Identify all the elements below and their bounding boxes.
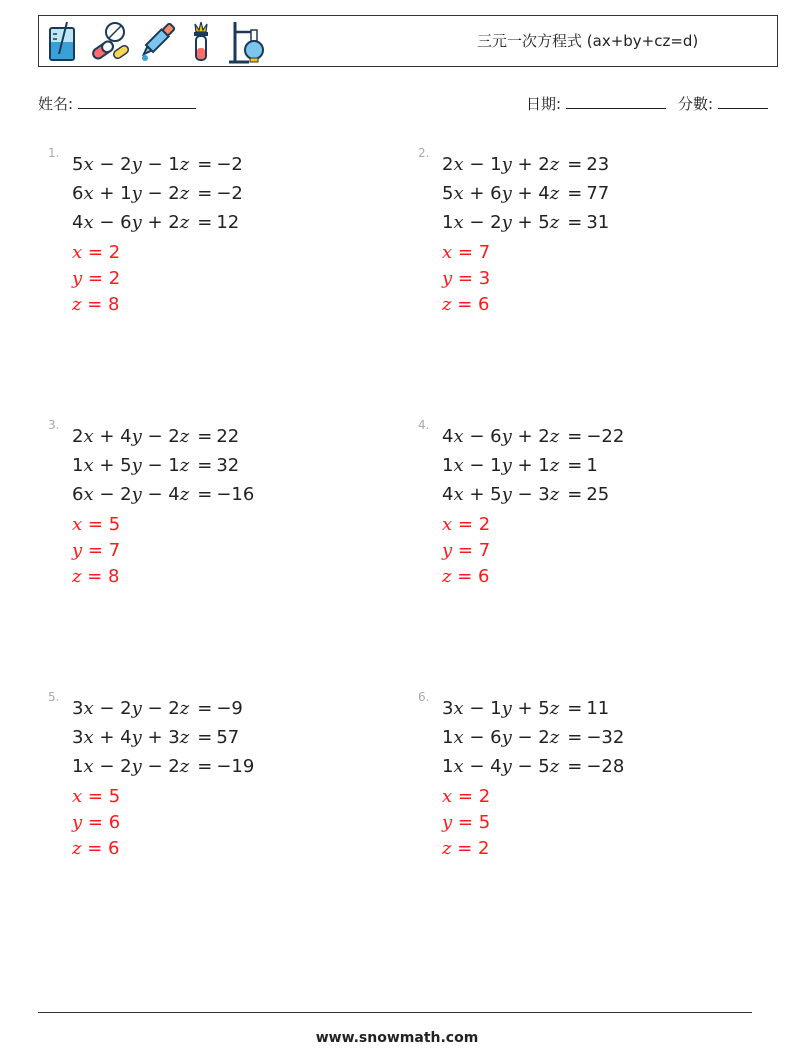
coefficient: + 1 bbox=[93, 183, 132, 204]
problem-6 bbox=[418, 690, 748, 910]
coefficient: − 2 bbox=[93, 484, 132, 505]
equation-row bbox=[442, 723, 624, 752]
variable: y bbox=[131, 727, 142, 748]
equals-sign: = bbox=[567, 426, 583, 447]
variable: y bbox=[131, 212, 142, 233]
variable: y bbox=[131, 183, 142, 204]
coefficient: − 2 bbox=[93, 756, 132, 777]
equation-row bbox=[72, 150, 243, 179]
answer-value: 6 bbox=[478, 294, 490, 315]
answer-x bbox=[72, 240, 120, 266]
score-blank[interactable] bbox=[718, 94, 768, 109]
variable: x bbox=[83, 183, 94, 204]
answer-z bbox=[72, 836, 120, 862]
variable: y bbox=[501, 727, 512, 748]
pills-icon bbox=[89, 20, 129, 64]
equals-sign: = bbox=[197, 426, 213, 447]
coefficient: 1 bbox=[442, 756, 454, 777]
problem-number: 6. bbox=[418, 690, 430, 704]
equation-lhs bbox=[442, 451, 563, 480]
equals-sign: = bbox=[567, 727, 583, 748]
variable: x bbox=[453, 698, 464, 719]
variable: y bbox=[501, 154, 512, 175]
equation-row bbox=[72, 451, 254, 480]
coefficient: 5 bbox=[442, 183, 454, 204]
answer-y bbox=[442, 810, 490, 836]
coefficient: + 5 bbox=[463, 484, 502, 505]
variable: x bbox=[453, 154, 464, 175]
equals-sign: = bbox=[567, 698, 583, 719]
answer-variable: y bbox=[442, 268, 453, 289]
coefficient: − 2 bbox=[93, 698, 132, 719]
variable: z bbox=[179, 698, 190, 719]
equation-rhs: 57 bbox=[216, 727, 240, 748]
equation-lhs bbox=[72, 480, 193, 509]
coefficient: 6 bbox=[72, 183, 84, 204]
equals-sign: = bbox=[567, 183, 583, 204]
coefficient: + 4 bbox=[93, 426, 132, 447]
coefficient: 3 bbox=[72, 698, 84, 719]
answer-z bbox=[72, 564, 120, 590]
equation-lhs bbox=[442, 150, 563, 179]
equals-sign: = bbox=[567, 212, 583, 233]
answer-y bbox=[72, 810, 120, 836]
coefficient: − 2 bbox=[511, 727, 550, 748]
equation-rhs: 77 bbox=[586, 183, 610, 204]
answer-x bbox=[442, 240, 490, 266]
coefficient: − 2 bbox=[463, 212, 502, 233]
equals-sign: = bbox=[197, 698, 213, 719]
equation-rhs: 32 bbox=[216, 455, 240, 476]
equation-lhs bbox=[442, 480, 563, 509]
answer-equals: = bbox=[452, 514, 479, 535]
equation-system bbox=[72, 422, 254, 509]
answer-variable: x bbox=[72, 242, 83, 263]
coefficient: + 2 bbox=[511, 154, 550, 175]
variable: y bbox=[501, 484, 512, 505]
variable: y bbox=[501, 183, 512, 204]
variable: x bbox=[453, 484, 464, 505]
answer-x bbox=[72, 512, 120, 538]
coefficient: 6 bbox=[72, 484, 84, 505]
variable: z bbox=[549, 455, 560, 476]
date-field bbox=[526, 93, 666, 114]
coefficient: − 5 bbox=[511, 756, 550, 777]
coefficient: − 1 bbox=[463, 698, 502, 719]
coefficient: − 2 bbox=[141, 698, 180, 719]
score-field bbox=[678, 93, 768, 114]
variable: y bbox=[131, 455, 142, 476]
variable: x bbox=[83, 426, 94, 447]
variable: x bbox=[453, 212, 464, 233]
answer-equals: = bbox=[82, 786, 109, 807]
beaker-icon bbox=[47, 20, 79, 64]
answer-x bbox=[442, 784, 490, 810]
answer-x bbox=[72, 784, 120, 810]
coefficient: + 1 bbox=[511, 455, 550, 476]
answer-value: 2 bbox=[108, 268, 121, 289]
date-blank[interactable] bbox=[566, 94, 666, 109]
coefficient: + 5 bbox=[511, 212, 550, 233]
equation-row bbox=[72, 694, 254, 723]
answer-variable: y bbox=[442, 812, 453, 833]
variable: y bbox=[501, 698, 512, 719]
answer-variable: y bbox=[72, 812, 83, 833]
name-label: 姓名: bbox=[38, 95, 74, 113]
coefficient: 1 bbox=[442, 212, 454, 233]
coefficient: + 5 bbox=[93, 455, 132, 476]
worksheet-title: 三元一次方程式 (ax+by+cz=d) bbox=[477, 32, 699, 50]
answer-x bbox=[442, 512, 490, 538]
answer-z bbox=[442, 836, 490, 862]
answer-variable: z bbox=[442, 566, 452, 587]
flask-stand-icon bbox=[227, 20, 267, 64]
answer-value: 5 bbox=[478, 812, 491, 833]
variable: y bbox=[131, 698, 142, 719]
equation-system bbox=[442, 422, 624, 509]
answer-variable: y bbox=[72, 268, 83, 289]
equation-rhs: 12 bbox=[216, 212, 240, 233]
equation-system bbox=[442, 694, 624, 781]
equation-rhs: 25 bbox=[586, 484, 610, 505]
name-field bbox=[38, 93, 196, 114]
equation-row bbox=[72, 480, 254, 509]
answer-z bbox=[72, 292, 120, 318]
equation-rhs: −32 bbox=[586, 727, 625, 748]
variable: y bbox=[131, 426, 142, 447]
equation-lhs bbox=[442, 208, 563, 237]
variable: z bbox=[549, 154, 560, 175]
dropper-icon bbox=[139, 20, 177, 64]
answer-variable: z bbox=[72, 294, 82, 315]
variable: x bbox=[83, 154, 94, 175]
equals-sign: = bbox=[567, 154, 583, 175]
coefficient: − 2 bbox=[141, 756, 180, 777]
equation-lhs bbox=[72, 752, 193, 781]
equation-lhs bbox=[442, 694, 563, 723]
variable: x bbox=[83, 212, 94, 233]
variable: z bbox=[549, 183, 560, 204]
answer-value: 3 bbox=[478, 268, 491, 289]
answer-value: 7 bbox=[108, 540, 121, 561]
answer-value: 6 bbox=[108, 838, 120, 859]
problem-1 bbox=[48, 146, 378, 366]
equation-rhs: 22 bbox=[216, 426, 240, 447]
equals-sign: = bbox=[197, 484, 213, 505]
coefficient: + 4 bbox=[511, 183, 550, 204]
equation-row bbox=[442, 451, 624, 480]
equation-system bbox=[72, 694, 254, 781]
variable: x bbox=[453, 455, 464, 476]
equation-row bbox=[72, 723, 254, 752]
answer-value: 2 bbox=[108, 242, 121, 263]
variable: x bbox=[83, 756, 94, 777]
problem-3 bbox=[48, 418, 378, 638]
answer-y bbox=[442, 538, 490, 564]
answer-equals: = bbox=[81, 566, 109, 587]
answer-equals: = bbox=[82, 514, 109, 535]
variable: z bbox=[179, 455, 190, 476]
equals-sign: = bbox=[197, 154, 213, 175]
answer-y bbox=[72, 266, 120, 292]
test-tube-icon bbox=[189, 20, 213, 64]
coefficient: − 2 bbox=[141, 426, 180, 447]
coefficient: − 1 bbox=[463, 154, 502, 175]
equation-lhs bbox=[72, 451, 193, 480]
score-label: 分數: bbox=[678, 95, 714, 113]
coefficient: 5 bbox=[72, 154, 84, 175]
answer-key bbox=[72, 512, 120, 590]
answer-y bbox=[442, 266, 490, 292]
answer-equals: = bbox=[451, 294, 479, 315]
worksheet-header bbox=[38, 15, 778, 67]
equals-sign: = bbox=[567, 484, 583, 505]
equals-sign: = bbox=[567, 756, 583, 777]
coefficient: 3 bbox=[72, 727, 84, 748]
coefficient: − 6 bbox=[463, 727, 502, 748]
coefficient: − 3 bbox=[511, 484, 550, 505]
answer-equals: = bbox=[452, 268, 479, 289]
equals-sign: = bbox=[567, 455, 583, 476]
equation-lhs bbox=[442, 422, 563, 451]
equation-row bbox=[72, 422, 254, 451]
footer-url: www.snowmath.com bbox=[315, 1030, 479, 1046]
answer-equals: = bbox=[451, 838, 479, 859]
answer-variable: y bbox=[442, 540, 453, 561]
coefficient: 1 bbox=[442, 727, 454, 748]
answer-variable: x bbox=[442, 514, 453, 535]
equation-rhs: −16 bbox=[216, 484, 255, 505]
answer-value: 2 bbox=[478, 786, 491, 807]
variable: z bbox=[549, 426, 560, 447]
equation-rhs: −2 bbox=[216, 183, 243, 204]
answer-equals: = bbox=[81, 838, 109, 859]
equation-rhs: 23 bbox=[586, 154, 610, 175]
equation-lhs bbox=[72, 208, 193, 237]
equation-lhs bbox=[72, 422, 193, 451]
answer-equals: = bbox=[452, 812, 479, 833]
answer-variable: z bbox=[72, 566, 82, 587]
variable: y bbox=[501, 756, 512, 777]
equation-system bbox=[442, 150, 609, 237]
variable: z bbox=[549, 727, 560, 748]
equation-rhs: −19 bbox=[216, 756, 255, 777]
variable: x bbox=[453, 183, 464, 204]
equation-row bbox=[442, 752, 624, 781]
coefficient: 2 bbox=[72, 426, 84, 447]
problem-4 bbox=[418, 418, 748, 638]
equation-lhs bbox=[442, 752, 563, 781]
variable: x bbox=[453, 756, 464, 777]
coefficient: − 1 bbox=[463, 455, 502, 476]
answer-key bbox=[72, 784, 120, 862]
answer-key bbox=[442, 512, 490, 590]
answer-equals: = bbox=[451, 566, 479, 587]
equation-rhs: −2 bbox=[216, 154, 243, 175]
equation-lhs bbox=[72, 150, 193, 179]
coefficient: − 1 bbox=[141, 455, 180, 476]
equation-row bbox=[72, 752, 254, 781]
answer-variable: z bbox=[442, 838, 452, 859]
equals-sign: = bbox=[197, 455, 213, 476]
footer-divider bbox=[38, 1012, 752, 1013]
answer-value: 6 bbox=[108, 812, 121, 833]
coefficient: − 4 bbox=[141, 484, 180, 505]
coefficient: − 4 bbox=[463, 756, 502, 777]
date-label: 日期: bbox=[526, 95, 562, 113]
answer-key bbox=[72, 240, 120, 318]
problem-number: 2. bbox=[418, 146, 430, 160]
equation-rhs: 1 bbox=[586, 455, 598, 476]
equation-row bbox=[72, 208, 243, 237]
variable: z bbox=[179, 154, 190, 175]
variable: z bbox=[549, 484, 560, 505]
variable: y bbox=[501, 426, 512, 447]
variable: z bbox=[179, 756, 190, 777]
variable: z bbox=[179, 183, 190, 204]
equation-rhs: −9 bbox=[216, 698, 243, 719]
variable: x bbox=[83, 455, 94, 476]
coefficient: 1 bbox=[442, 455, 454, 476]
equation-lhs bbox=[72, 723, 193, 752]
coefficient: 3 bbox=[442, 698, 454, 719]
equation-lhs bbox=[72, 179, 193, 208]
coefficient: 4 bbox=[442, 426, 454, 447]
answer-equals: = bbox=[82, 812, 109, 833]
variable: z bbox=[179, 484, 190, 505]
answer-value: 2 bbox=[478, 838, 490, 859]
problem-number: 4. bbox=[418, 418, 430, 432]
answer-value: 6 bbox=[478, 566, 490, 587]
equation-rhs: −22 bbox=[586, 426, 625, 447]
equation-row bbox=[442, 422, 624, 451]
coefficient: 4 bbox=[72, 212, 84, 233]
problem-number: 1. bbox=[48, 146, 60, 160]
variable: x bbox=[453, 426, 464, 447]
coefficient: + 5 bbox=[511, 698, 550, 719]
answer-variable: z bbox=[442, 294, 452, 315]
answer-equals: = bbox=[81, 294, 109, 315]
coefficient: + 2 bbox=[511, 426, 550, 447]
problem-number: 5. bbox=[48, 690, 60, 704]
coefficient: + 2 bbox=[141, 212, 180, 233]
answer-variable: z bbox=[72, 838, 82, 859]
coefficient: − 6 bbox=[93, 212, 132, 233]
equation-system bbox=[72, 150, 243, 237]
variable: z bbox=[179, 426, 190, 447]
variable: x bbox=[453, 727, 464, 748]
answer-variable: x bbox=[72, 786, 83, 807]
answer-z bbox=[442, 292, 490, 318]
answer-key bbox=[442, 240, 490, 318]
variable: z bbox=[549, 756, 560, 777]
answer-value: 5 bbox=[108, 514, 121, 535]
answer-z bbox=[442, 564, 490, 590]
problem-number: 3. bbox=[48, 418, 60, 432]
answer-y bbox=[72, 538, 120, 564]
problem-2 bbox=[418, 146, 748, 366]
coefficient: + 4 bbox=[93, 727, 132, 748]
variable: z bbox=[179, 212, 190, 233]
coefficient: − 2 bbox=[93, 154, 132, 175]
variable: z bbox=[549, 212, 560, 233]
coefficient: + 3 bbox=[141, 727, 180, 748]
answer-variable: y bbox=[72, 540, 83, 561]
variable: y bbox=[131, 484, 142, 505]
coefficient: − 6 bbox=[463, 426, 502, 447]
equation-row bbox=[72, 179, 243, 208]
coefficient: 2 bbox=[442, 154, 454, 175]
equation-rhs: 31 bbox=[586, 212, 610, 233]
answer-value: 8 bbox=[108, 566, 120, 587]
answer-value: 7 bbox=[478, 540, 491, 561]
answer-equals: = bbox=[82, 242, 109, 263]
variable: y bbox=[501, 212, 512, 233]
answer-equals: = bbox=[452, 786, 479, 807]
equation-rhs: 11 bbox=[586, 698, 610, 719]
answer-value: 8 bbox=[108, 294, 120, 315]
equation-row bbox=[442, 480, 624, 509]
answer-variable: x bbox=[442, 242, 453, 263]
coefficient: − 2 bbox=[141, 183, 180, 204]
equation-row bbox=[442, 150, 609, 179]
equation-lhs bbox=[442, 723, 563, 752]
equation-rhs: −28 bbox=[586, 756, 625, 777]
answer-equals: = bbox=[82, 540, 109, 561]
equation-lhs bbox=[442, 179, 563, 208]
variable: z bbox=[549, 698, 560, 719]
equation-row bbox=[442, 208, 609, 237]
coefficient: + 6 bbox=[463, 183, 502, 204]
variable: x bbox=[83, 698, 94, 719]
problem-5 bbox=[48, 690, 378, 910]
answer-equals: = bbox=[452, 540, 479, 561]
equals-sign: = bbox=[197, 727, 213, 748]
variable: y bbox=[501, 455, 512, 476]
variable: x bbox=[83, 727, 94, 748]
variable: x bbox=[83, 484, 94, 505]
variable: z bbox=[179, 727, 190, 748]
coefficient: 4 bbox=[442, 484, 454, 505]
answer-key bbox=[442, 784, 490, 862]
variable: y bbox=[131, 154, 142, 175]
variable: y bbox=[131, 756, 142, 777]
equation-row bbox=[442, 179, 609, 208]
answer-value: 5 bbox=[108, 786, 121, 807]
coefficient: − 1 bbox=[141, 154, 180, 175]
equation-lhs bbox=[72, 694, 193, 723]
answer-equals: = bbox=[452, 242, 479, 263]
answer-value: 7 bbox=[478, 242, 491, 263]
answer-variable: x bbox=[72, 514, 83, 535]
coefficient: 1 bbox=[72, 455, 84, 476]
name-blank[interactable] bbox=[78, 94, 196, 109]
answer-value: 2 bbox=[478, 514, 491, 535]
equals-sign: = bbox=[197, 183, 213, 204]
coefficient: 1 bbox=[72, 756, 84, 777]
equals-sign: = bbox=[197, 212, 213, 233]
equation-row bbox=[442, 694, 624, 723]
equals-sign: = bbox=[197, 756, 213, 777]
answer-variable: x bbox=[442, 786, 453, 807]
answer-equals: = bbox=[82, 268, 109, 289]
